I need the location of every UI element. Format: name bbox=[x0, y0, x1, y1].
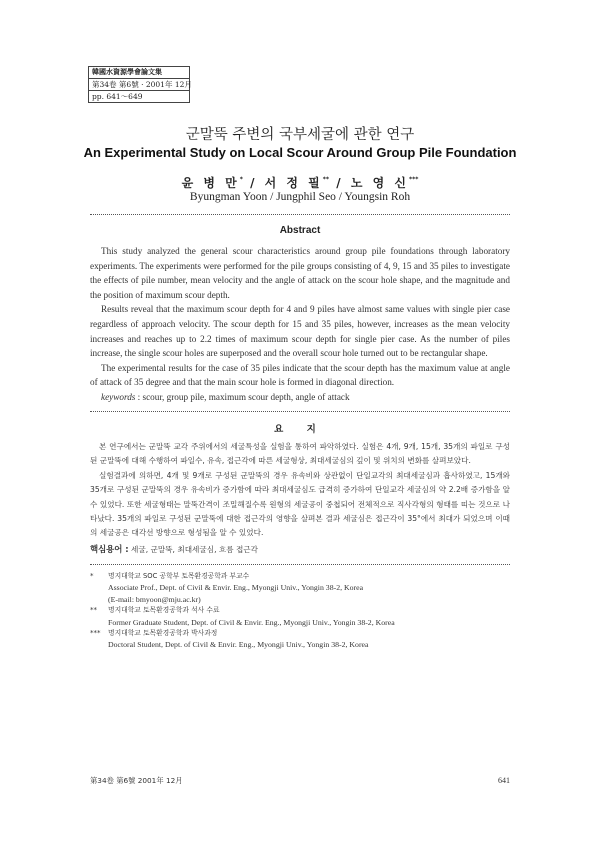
footnote-korean: 명지대학교 토목환경공학과 박사과정 bbox=[108, 629, 218, 638]
footnote-english: Associate Prof., Dept. of Civil & Envir. Eng., Myongji Univ., Yongin 38-2, Korea bbox=[108, 583, 364, 593]
abstract-heading: Abstract bbox=[279, 225, 321, 236]
footnote-english: Former Graduate Student, Dept. of Civil & Envir. Eng., Myongji Univ., Yongin 38-2, Korea bbox=[108, 617, 395, 627]
journal-name: 韓國水資源學會論文集 bbox=[89, 67, 189, 79]
authors-korean bbox=[0, 174, 600, 191]
keywords-label: keywords bbox=[101, 391, 136, 402]
abstract-body bbox=[90, 244, 510, 405]
keywords-list: : scour, group pile, maximum scour depth, angle of attack bbox=[135, 391, 350, 402]
divider bbox=[90, 214, 510, 215]
footnote-email: (E-mail: bmyoon@mju.ac.kr) bbox=[108, 594, 201, 604]
author-3-name: 노 영 신 bbox=[350, 176, 409, 190]
korean-keywords-list: 세굴, 군말뚝, 최대세굴심, 흐름 접근각 bbox=[128, 544, 258, 554]
page-number: 641 bbox=[498, 776, 510, 785]
divider bbox=[90, 411, 510, 412]
footnote bbox=[90, 605, 510, 628]
footnote-mark: *** bbox=[90, 629, 101, 638]
footnote-mark: ** bbox=[90, 606, 97, 615]
author-3-mark: *** bbox=[408, 176, 419, 183]
footnote-english: Doctoral Student, Dept. of Civil & Envir. Eng., Myongji Univ., Yongin 38-2, Korea bbox=[108, 640, 369, 650]
footnote bbox=[90, 628, 510, 651]
korean-keywords-label: 핵심용어 : bbox=[90, 543, 129, 554]
author-footnotes bbox=[90, 571, 510, 651]
author-1-mark: * bbox=[239, 176, 243, 183]
abstract-paragraph: The experimental results for the case of 35 piles indicate that the scour depth has the maximum value at angle of attack of 35 degree and that the main scour hole is formed in diagonal direction. bbox=[90, 362, 510, 388]
author-separator: / bbox=[329, 176, 351, 190]
author-2-name: 서 정 필 bbox=[264, 176, 323, 190]
footnote-mark: * bbox=[90, 572, 94, 580]
journal-info-box bbox=[88, 66, 190, 103]
divider bbox=[90, 564, 510, 565]
abstract-paragraph: Results reveal that the maximum scour depth for 4 and 9 piles have almost same values with single pier case regardless of approach velocity. The scour depth for 15 and 35 piles, however, increases as the mean velocity increases and reaches up to 2.2 times of maximum scour depth for single pier case. As the number of piles increase, the single scour holes are superposed and the overall scour hole turned out to be rectangular shape. bbox=[90, 304, 510, 359]
author-1-name: 윤 병 만 bbox=[181, 176, 240, 190]
title-korean: 군말뚝 주변의 국부세굴에 관한 연구 bbox=[185, 127, 415, 143]
footer-issue: 第34卷 第6號 2001年 12月 bbox=[90, 776, 183, 785]
authors-english: Byungman Yoon / Jungphil Seo / Youngsin Roh bbox=[189, 191, 411, 203]
author-2-mark: ** bbox=[322, 176, 330, 183]
korean-summary-paragraph: 실험결과에 의하면, 4개 및 9개로 구성된 군말뚝의 경우 유속비와 상관없이 단일교각의 최대세굴심과 흡사하였고, 15개와 35개로 구성된 군말뚝의 경우 유속비가 증가함에 따라 최대세굴심도 급격히 증가하여 단일교각 세굴심의 약 2.2배 증가함을 알 수 있었다. 또한 세굴형태는 말뚝간격이 조밀해질수록 원형의 세굴공이 중첩되어 전체적으로 직사각형의 형태를 띠는 것으로 나타났다. 35개의 파일로 구성된 군말뚝에 대한 접근각의 영향을 살펴본 결과 세굴심은 접근각이 35°에서 최대가 되었으며 이때의 세굴공은 대각선 방향으로 형성됨을 알 수 있었다. bbox=[90, 470, 510, 538]
korean-summary-body bbox=[90, 440, 510, 557]
abstract-keywords bbox=[90, 390, 510, 405]
footnote bbox=[90, 571, 510, 605]
title-english: An Experimental Study on Local Scour Around Group Pile Foundation bbox=[83, 145, 517, 160]
abstract-paragraph: This study analyzed the general scour characteristics around group pile foundations through laboratory experiments. The experiments were performed for the pile groups consisting of 4, 9, 15 and 35 piles to investigate the effects of pile number, mean velocity and the angle of attack on the scour hole shape, and the magnitude and the position of maximum scour depth. bbox=[90, 246, 510, 300]
korean-summary-heading: 요 지 bbox=[274, 424, 326, 435]
korean-summary-paragraph: 본 연구에서는 군말뚝 교각 주위에서의 세굴특성을 실험을 통하여 파악하였다. 실험은 4개, 9개, 15개, 35개의 파일로 구성된 군말뚝에 대해 수행하여 파일수, 유속, 접근각에 따른 세굴형상, 최대세굴심의 깊이 및 위치의 변화를 살펴보았다. bbox=[90, 442, 510, 466]
journal-issue: 第34卷 第6號 · 2001年 12月 bbox=[89, 79, 189, 91]
korean-keywords bbox=[90, 542, 510, 557]
journal-pages: pp. 641～649 bbox=[92, 92, 143, 101]
author-separator: / bbox=[242, 176, 265, 190]
footnote-korean: 명지대학교 토목환경공학과 석사 수료 bbox=[108, 606, 220, 615]
footnote-korean: 명지대학교 SOC 공학부 토목환경공학과 부교수 bbox=[108, 572, 250, 580]
